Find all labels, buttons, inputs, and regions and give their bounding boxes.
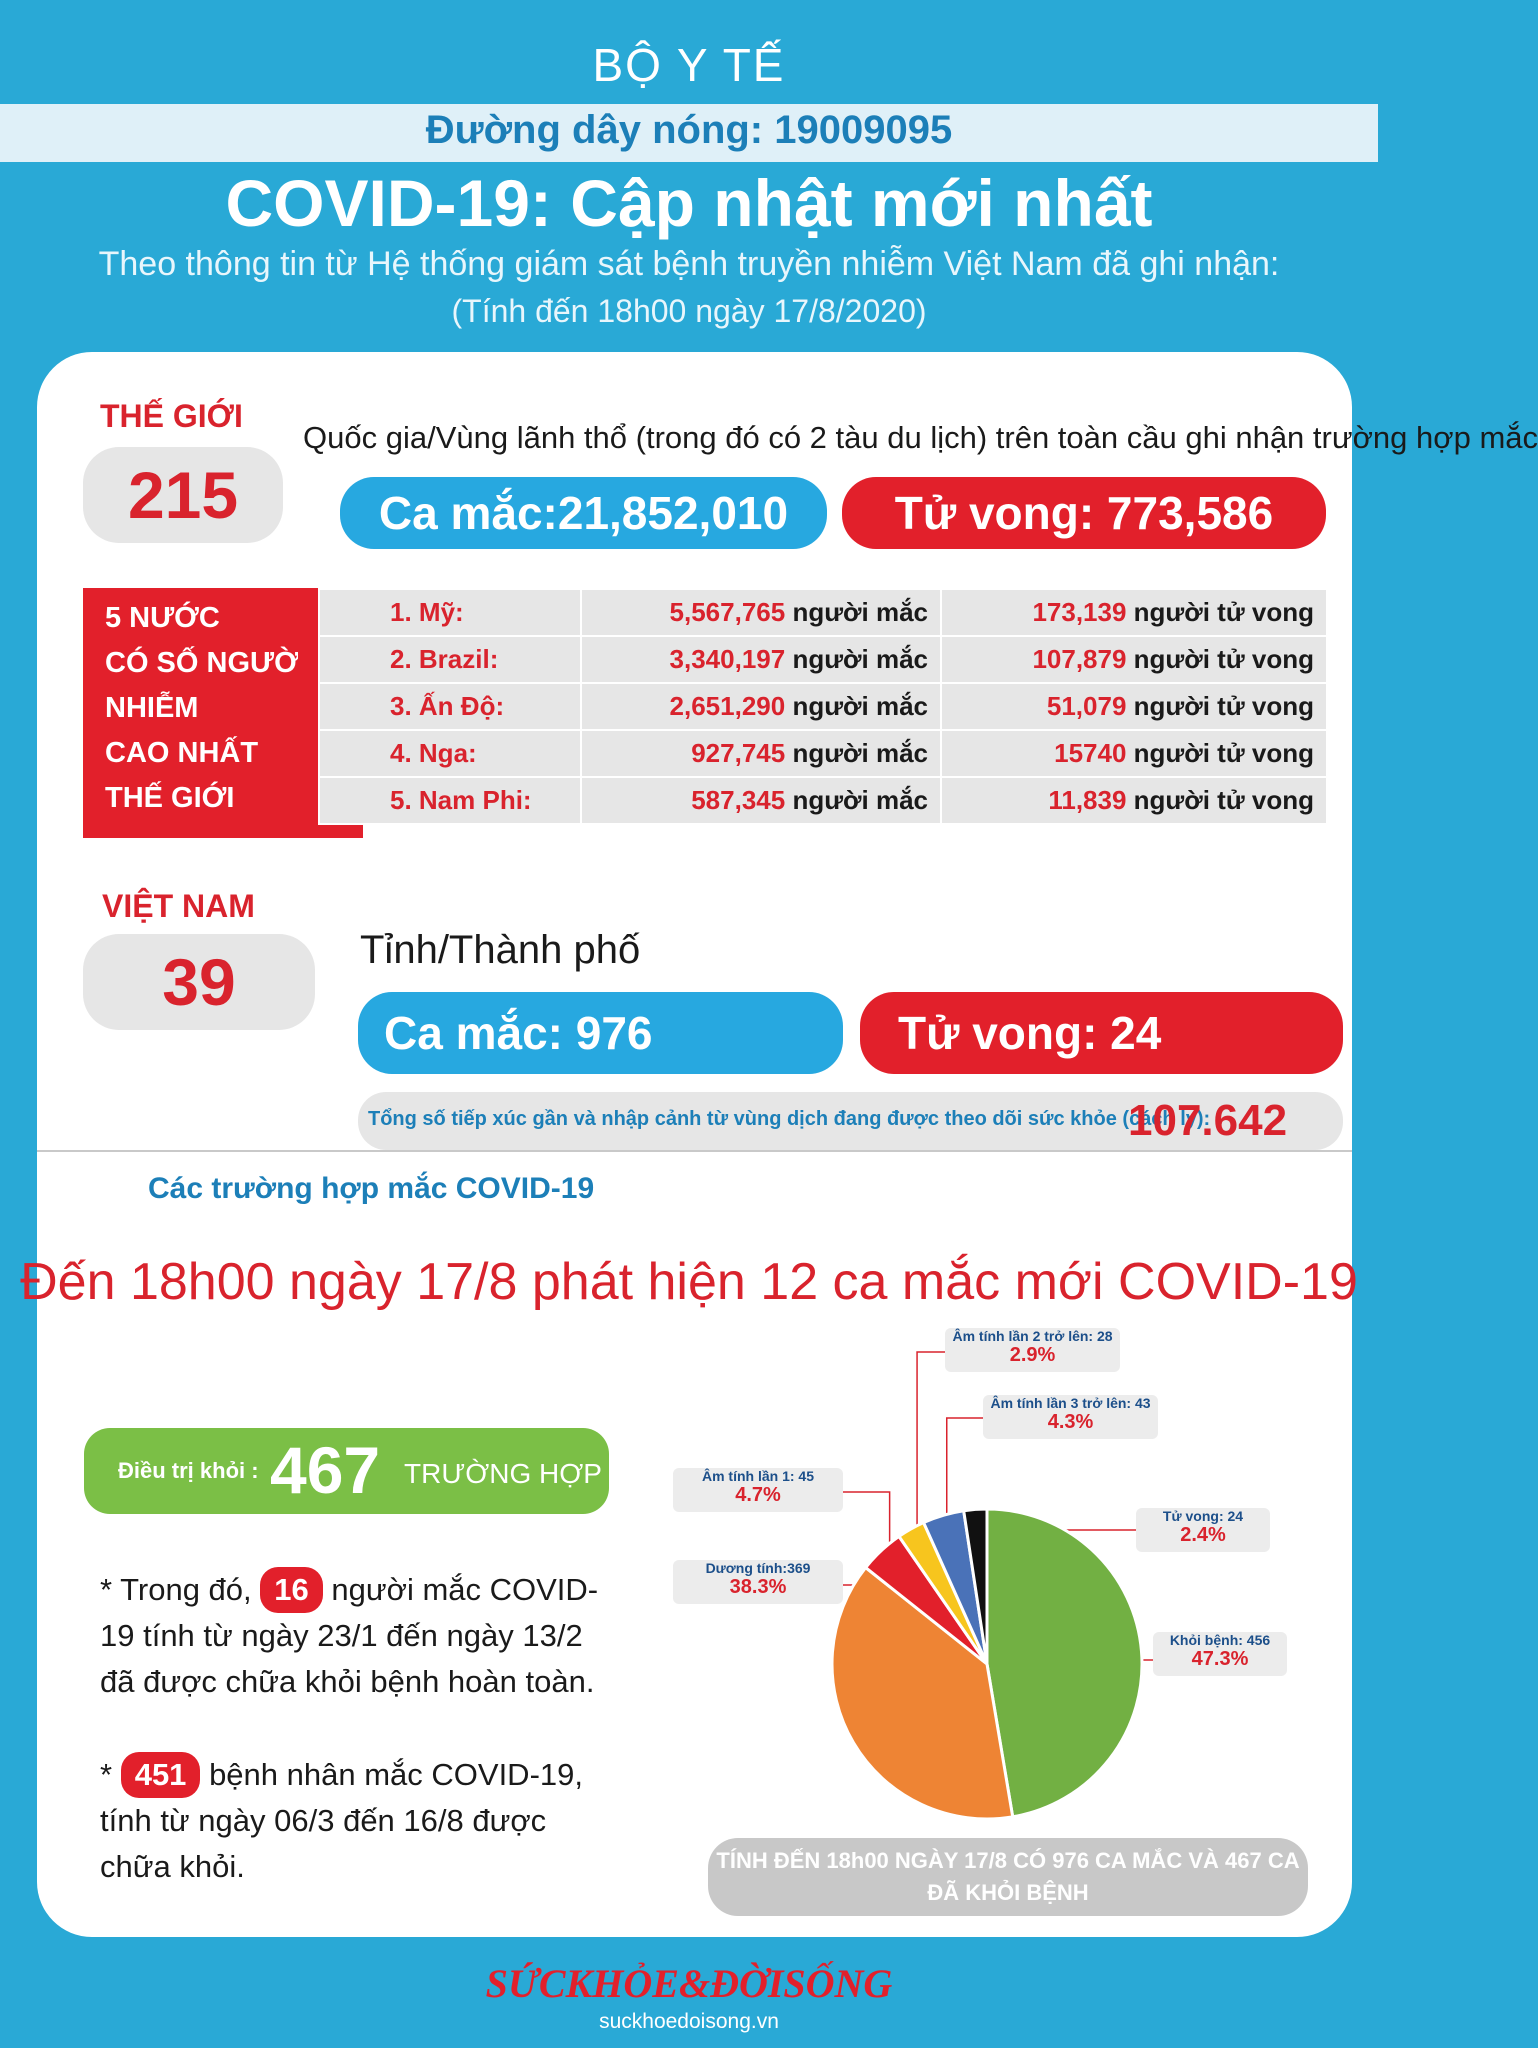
deaths-value: 173,139 <box>1032 597 1127 627</box>
slice-label-neg1 <box>673 1468 843 1512</box>
world-label: THẾ GIỚI <box>100 398 243 434</box>
monitor-value: 107.642 <box>1128 1096 1288 1145</box>
slice-label-pct: 2.9% <box>1009 1344 1056 1366</box>
slice-label-neg2 <box>945 1328 1120 1372</box>
slice-label-pct: 47.3% <box>1191 1648 1249 1670</box>
recovered-label: Điều trị khỏi : <box>118 1458 259 1483</box>
country-cell: 2. Brazil: <box>319 636 581 683</box>
deaths-value: 11,839 <box>1048 785 1127 815</box>
cases-unit: người mắc <box>792 738 928 768</box>
slice-label-text: Dương tính:369 <box>705 1560 811 1576</box>
note-prefix: * Trong đó, <box>100 1572 252 1607</box>
top5-title-line: CÓ SỐ NGƯỜI <box>105 647 307 679</box>
slice-label-neg3 <box>983 1395 1158 1439</box>
country-cell: 1. Mỹ: <box>319 589 581 636</box>
top5-title-line: NHIỄM <box>105 692 199 724</box>
deaths-unit: người tử vong <box>1133 644 1314 674</box>
deaths-value: 107,879 <box>1032 644 1127 674</box>
cases-unit: người mắc <box>792 691 928 721</box>
page-title: COVID-19: Cập nhật mới nhất <box>225 166 1153 240</box>
recovered-unit: TRƯỜNG HỢP <box>404 1458 602 1489</box>
cases-unit: người mắc <box>792 785 928 815</box>
cases-unit: người mắc <box>792 597 928 627</box>
note-text: người mắc COVID-19 tính từ ngày 23/1 đến ngày 13/2 đã được chữa khỏi bệnh hoàn toàn. <box>100 1572 599 1699</box>
slice-label-text: Âm tính lần 1: 45 <box>701 1468 815 1484</box>
slice-label-deaths <box>1136 1508 1270 1552</box>
country-cell: 4. Nga: <box>319 730 581 777</box>
country-cell: 3. Ấn Độ: <box>319 683 581 730</box>
world-deaths: Tử vong: 773,586 <box>842 477 1326 549</box>
note-prefix: * <box>100 1757 113 1792</box>
deaths-unit: người tử vong <box>1133 738 1314 768</box>
slice-label-text: Âm tính lần 3 trở lên: 43 <box>990 1395 1151 1411</box>
slice-label-pct: 38.3% <box>729 1576 787 1598</box>
ministry-name: BỘ Y TẾ <box>592 39 786 91</box>
slice-label-pct: 4.3% <box>1047 1411 1094 1433</box>
vietnam-label: VIỆT NAM <box>102 888 255 924</box>
vietnam-deaths: Tử vong: 24 <box>860 992 1343 1074</box>
slice-label-pct: 2.4% <box>1180 1524 1226 1546</box>
cases-value: 587,345 <box>691 785 786 815</box>
logo: SỨCKHỎE&ĐỜISỐNG <box>485 1961 893 2006</box>
summary-pill: TÍNH ĐẾN 18h00 NGÀY 17/8 CÓ 976 CA MẮC VÀ 467 CA ĐÃ KHỎI BỆNH <box>708 1838 1308 1916</box>
deaths-unit: người tử vong <box>1133 785 1314 815</box>
monitor-label: Tổng số tiếp xúc gần và nhập cảnh từ vùng dịch đang được theo dõi sức khỏe (cách ly): <box>368 1108 1211 1130</box>
note-text: bệnh nhân mắc COVID-19, tính từ ngày 06/3 đến 16/8 được chữa khỏi. <box>100 1757 583 1884</box>
top5-title-line: CAO NHẤT <box>105 737 259 769</box>
world-description: Quốc gia/Vùng lãnh thổ (trong đó có 2 tàu du lịch) trên toàn cầu ghi nhận trường hợp mắc <box>303 420 1538 455</box>
recovered-value: 467 <box>270 1433 381 1507</box>
slice-label-text: Khỏi bệnh: 456 <box>1169 1632 1271 1648</box>
top5-title-line: THẾ GIỚI <box>105 782 235 814</box>
date-note: (Tính đến 18h00 ngày 17/8/2020) <box>451 293 927 329</box>
leader-line <box>917 1352 945 1540</box>
vietnam-provinces-label: Tỉnh/Thành phố <box>360 928 641 972</box>
vietnam-cases: Ca mắc: 976 <box>358 992 843 1074</box>
pie-slice <box>987 1509 1142 1817</box>
top5-title-line: 5 NƯỚC <box>105 602 220 634</box>
country-cell: 5. Nam Phi: <box>319 777 581 824</box>
world-cases: Ca mắc:21,852,010 <box>340 477 827 549</box>
deaths-unit: người tử vong <box>1133 597 1314 627</box>
subtitle: Theo thông tin từ Hệ thống giám sát bệnh truyền nhiễm Việt Nam đã ghi nhận: <box>98 245 1280 283</box>
slice-label-text: Âm tính lần 2 trở lên: 28 <box>952 1328 1113 1344</box>
cases-value: 2,651,290 <box>669 691 786 721</box>
deaths-value: 15740 <box>1054 738 1127 768</box>
logo-url: suckhoedoisong.vn <box>599 2010 779 2033</box>
slice-label-pct: 4.7% <box>735 1484 781 1506</box>
cases-unit: người mắc <box>792 644 928 674</box>
slice-label-text: Tử vong: 24 <box>1162 1508 1244 1524</box>
hotline: Đường dây nóng: 19009095 <box>425 108 953 152</box>
pie-slices <box>832 1509 1142 1819</box>
deaths-value: 51,079 <box>1046 691 1127 721</box>
slice-label-recovered <box>1153 1632 1287 1676</box>
cases-value: 927,745 <box>691 738 786 768</box>
cases-subheading: Các trường hợp mắc COVID-19 <box>148 1172 595 1205</box>
cases-value: 5,567,765 <box>669 597 786 627</box>
vietnam-province-count: 39 <box>83 934 315 1030</box>
new-cases-headline: Đến 18h00 ngày 17/8 phát hiện 12 ca mắc mới COVID-19 <box>20 1253 1358 1311</box>
cases-value: 3,340,197 <box>669 644 786 674</box>
note-badge: 16 <box>260 1567 322 1613</box>
slice-label-positive <box>673 1560 843 1604</box>
world-country-count: 215 <box>83 447 283 543</box>
note-badge: 451 <box>121 1752 201 1798</box>
deaths-unit: người tử vong <box>1133 691 1314 721</box>
